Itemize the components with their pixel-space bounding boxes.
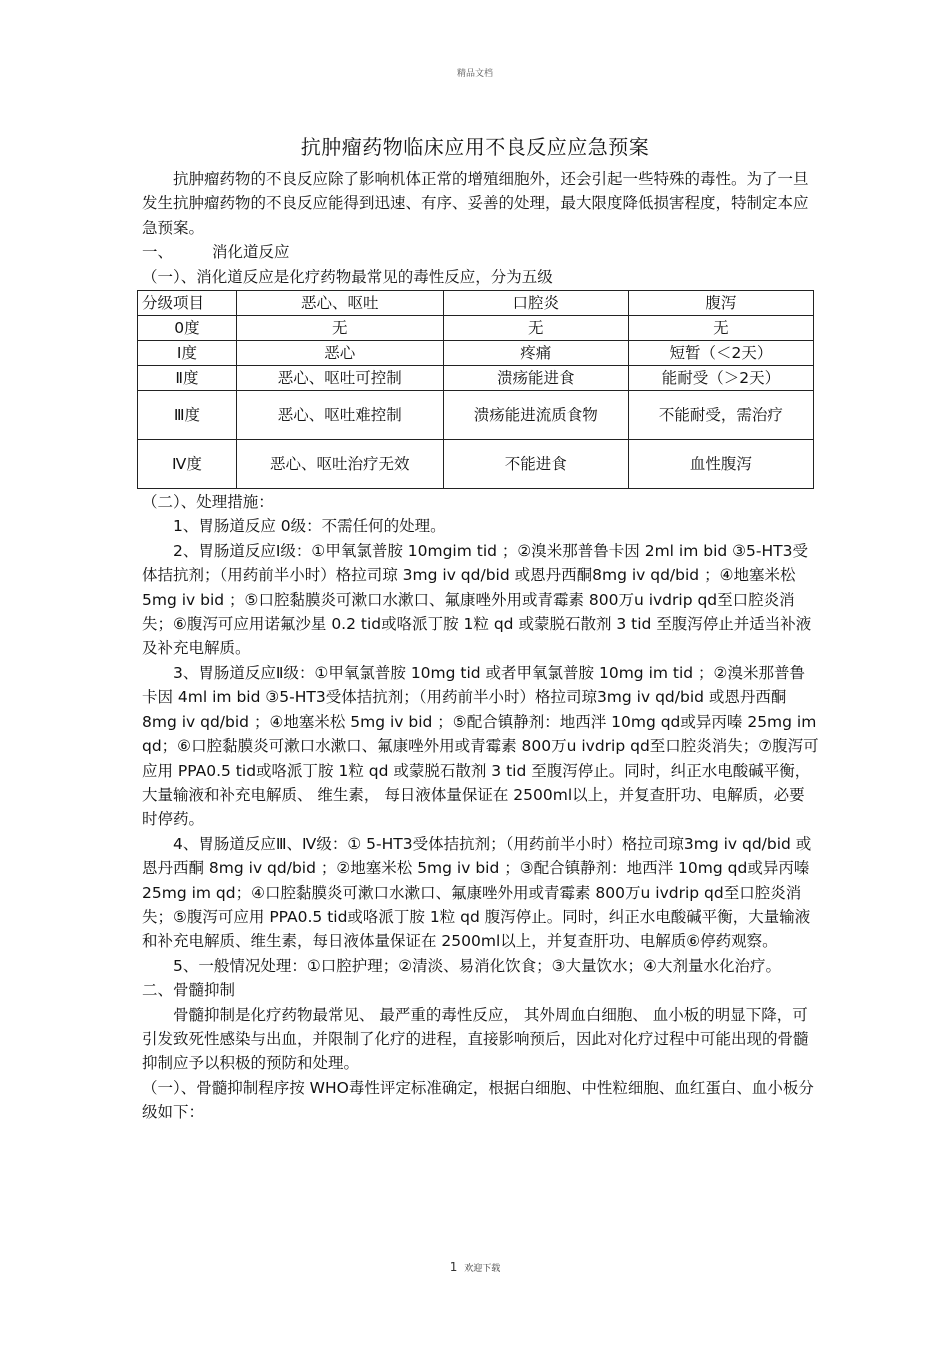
document-title: 抗肿瘤药物临床应用不良反应应急预案	[300, 135, 650, 159]
treatment-item: 2、胃肠道反应Ⅰ级：①甲氧氯普胺 10mgim tid ；②溴米那普鲁卡因 2ml im bid ③5-HT3受体拮抗剂；（用药前半小时）格拉司琼 3mg iv qd/bid 或恩丹西酮8mg iv qd/bid ；④地塞米松 5mg iv bid ；⑤口腔黏膜炎可漱口水漱口、氟康唑外用或青霉素 800万u ivdrip qd至口腔炎消失；⑥腹泻可应用诺氟沙星 0.2 tid或咯派丁胺 1粒 qd 或蒙脱石散剂 3 tid 至腹泻停止并适当补液及补充电解质。	[142, 541, 812, 658]
gi-grade-table	[137, 290, 814, 489]
section-2-paragraph: 骨髓抑制是化疗药物最常见、 最严重的毒性反应， 其外周血白细胞、 血小板的明显下降，可引发致死性感染与出血，并限制了化疗的进程，直接影响预后，因此对化疗过程中可能出现的骨髓抑制应予以积极的预防和处理。	[142, 1005, 809, 1073]
table-row	[138, 440, 814, 489]
table-header-cell: 恶心、呕吐	[236, 291, 443, 316]
treatment-item: 4、胃肠道反应Ⅲ、Ⅳ级：① 5-HT3受体拮抗剂；（用药前半小时）格拉司琼3mg iv qd/bid 或恩丹西酮 8mg iv qd/bid ；②地塞米松 5mg iv bid ；③配合镇静剂：地西泮 10mg qd或异丙嗪 25mg im qd；④口腔黏膜炎可漱口水漱口、氟康唑外用或青霉素 800万u ivdrip qd至口腔炎消失；⑤腹泻可应用 PPA0.5 tid或咯派丁胺 1粒 qd 腹泻停止。同时，纠正水电酸碱平衡，大量输液和补充电解质、维生素，每日液体量保证在 2500ml以上，并复查肝功、电解质⑥停药观察。	[142, 834, 812, 951]
section-1-title: 消化道反应	[212, 243, 290, 262]
section-1-heading	[142, 240, 820, 264]
table-cell: Ⅲ度	[138, 391, 237, 440]
section-1-number: 一、	[142, 243, 174, 262]
section-1-sub-2: （二）、处理措施：	[142, 493, 274, 512]
table-header-cell: 分级项目	[138, 291, 237, 316]
table-cell: 血性腹泻	[628, 440, 813, 489]
table-cell: 能耐受（＞2天）	[628, 366, 813, 391]
section-1-sub-1: （一）、消化道反应是化疗药物最常见的毒性反应，分为五级	[142, 267, 553, 286]
table-cell: 不能进食	[443, 440, 628, 489]
section-2-sub-1: （一）、骨髓抑制程序按 WHO毒性评定标准确定，根据白细胞、中性粒细胞、血红蛋白、血小板分级如下：	[142, 1078, 814, 1122]
table-header-row	[138, 291, 814, 316]
footer-note: 欢迎下载	[464, 1264, 501, 1274]
table-cell: 无	[443, 316, 628, 341]
section-2-title: 二、骨髓抑制	[142, 981, 236, 1000]
table-cell: Ⅱ度	[138, 366, 237, 391]
table-cell: 恶心、呕吐难控制	[236, 391, 443, 440]
table-cell: Ⅳ度	[138, 440, 237, 489]
table-cell: 无	[628, 316, 813, 341]
table-cell: 恶心、呕吐可控制	[236, 366, 443, 391]
table-cell: 溃疡能进食	[443, 366, 628, 391]
table-cell: 恶心	[236, 341, 443, 366]
table-cell: 溃疡能进流质食物	[443, 391, 628, 440]
page-number: 1	[449, 1260, 458, 1274]
table-cell: 短暂（＜2天）	[628, 341, 813, 366]
treatment-item: 5、一般情况处理：①口腔护理；②清淡、易消化饮食；③大量饮水；④大剂量水化治疗。	[173, 956, 781, 975]
table-cell: 疼痛	[443, 341, 628, 366]
header-note: 精品文档	[456, 69, 493, 79]
table-cell: 无	[236, 316, 443, 341]
table-row	[138, 341, 814, 366]
treatment-item: 3、胃肠道反应Ⅱ级：①甲氧氯普胺 10mg tid 或者甲氧氯普胺 10mg im tid ；②溴米那普鲁卡因 4ml im bid ③5-HT3受体拮抗剂；（用药前半小时）格拉司琼3mg iv qd/bid 或恩丹西酮 8mg iv qd/bid ；④地塞米松 5mg iv bid ；⑤配合镇静剂：地西泮 10mg qd或异丙嗪 25mg im qd；⑥口腔黏膜炎可漱口水漱口、氟康唑外用或青霉素 800万u ivdrip qd至口腔炎消失；⑦腹泻可应用 PPA0.5 tid或咯派丁胺 1粒 qd 或蒙脱石散剂 3 tid 至腹泻停止。同时，纠正水电酸碱平衡，大量输液和补充电解质、 维生素， 每日液体量保证在 2500ml以上，并复查肝功、电解质，必要时停药。	[142, 663, 819, 829]
document-body	[142, 167, 820, 1125]
intro-paragraph: 抗肿瘤药物的不良反应除了影响机体正常的增殖细胞外，还会引起一些特殊的毒性。为了一旦发生抗肿瘤药物的不良反应能得到迅速、有序、妥善的处理，最大限度降低损害程度，特制定本应急预案。	[142, 170, 809, 237]
table-header-cell: 口腔炎	[443, 291, 628, 316]
table-cell: 恶心、呕吐治疗无效	[236, 440, 443, 489]
table-header-cell: 腹泻	[628, 291, 813, 316]
table-cell: Ⅰ度	[138, 341, 237, 366]
table-cell: 0度	[138, 316, 237, 341]
table-cell: 不能耐受，需治疗	[628, 391, 813, 440]
table-row	[138, 316, 814, 341]
page-footer	[0, 1260, 950, 1274]
treatment-item: 1、胃肠道反应 0级：不需任何的处理。	[173, 517, 446, 536]
table-row	[138, 391, 814, 440]
table-row	[138, 366, 814, 391]
